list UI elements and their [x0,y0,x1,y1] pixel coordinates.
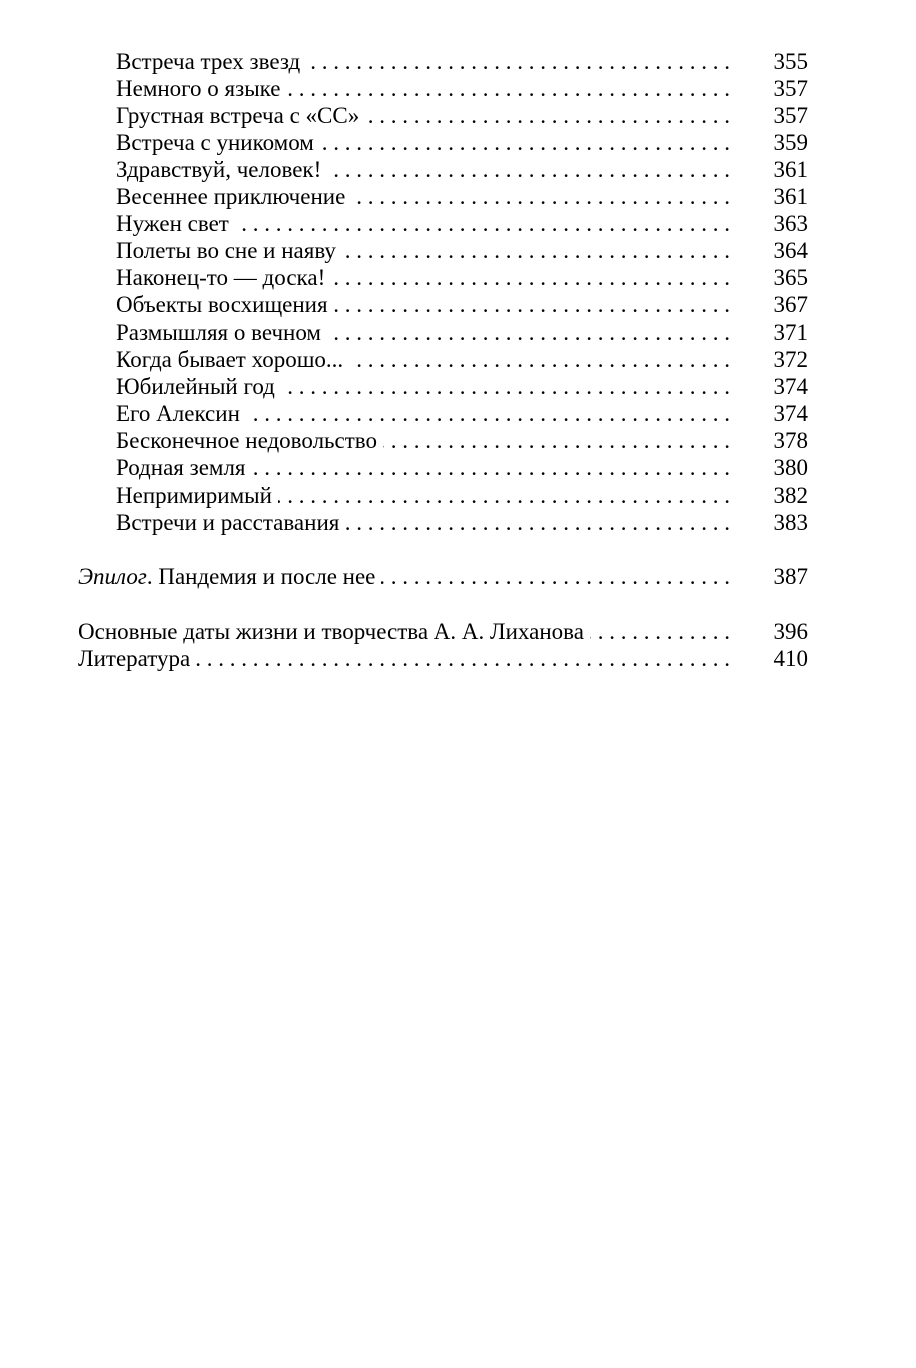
toc-entry [0,75,916,102]
toc-entry-title: Встреча с уникомом [116,130,320,155]
epilogue-label: Эпилог [78,564,147,589]
toc-entry-title: Наконец-то — доска! [116,265,331,290]
toc-entry [0,400,916,427]
toc-entry-title: Грустная встреча с «СС» [116,103,365,128]
toc-entry-title: Основные даты жизни и творчества А. А. Лиханова [78,619,590,644]
toc-entry-page: 367 [773,292,808,317]
toc-entry-page: 363 [773,211,808,236]
toc-entry [0,102,916,129]
toc-entry-title: Литература [78,646,196,671]
toc-entry-page: 378 [773,428,808,453]
toc-entry-title: Встречи и расставания [116,510,345,535]
toc-entry [0,454,916,481]
toc-entry-title: Здравствуй, человек! [116,157,327,182]
toc-entry [0,482,916,509]
toc-entry [0,346,916,373]
toc-entry-page: 364 [773,238,808,263]
toc-entry-title: Непримиримый [116,483,278,508]
toc-entry-epilogue [0,563,916,590]
toc-entry-page: 374 [773,401,808,426]
toc-entry-title: Весеннее приключение [116,184,351,209]
toc-entry [0,264,916,291]
toc-entry-dates [0,618,916,645]
toc-entry-page: 361 [773,157,808,182]
toc-entry [0,291,916,318]
toc-entry-title: Юбилейный год [116,374,281,399]
toc-entry [0,210,916,237]
toc-entry-page: 383 [773,510,808,535]
toc-entry-title: Размышляя о вечном [116,320,327,345]
toc-entry [0,319,916,346]
toc-entry-title: Бесконечное недовольство [116,428,383,453]
toc-entry [0,509,916,536]
toc-entry-page: 361 [773,184,808,209]
toc-entry-page: 365 [773,265,808,290]
toc-entry-page: 372 [773,347,808,372]
toc-entry-title: Нужен свет [116,211,235,236]
toc-entry-page: 355 [773,49,808,74]
toc-entry-page: 382 [773,483,808,508]
toc-entry-page: 374 [773,374,808,399]
toc-entry [0,129,916,156]
toc-entry-title: Его Алексин [116,401,246,426]
toc-entry-page: 357 [773,76,808,101]
toc-entry-page: 387 [773,564,808,589]
toc-entry-page: 359 [773,130,808,155]
toc-entry-title: Встреча трех звезд [116,49,306,74]
toc-entry [0,427,916,454]
toc-entry-title: Родная земля [116,455,252,480]
toc-entry-title: Немного о языке [116,76,286,101]
toc-entry [0,237,916,264]
toc-entry-page: 371 [773,320,808,345]
toc-entry-title: Полеты во сне и наяву [116,238,342,263]
toc-entry [0,183,916,210]
toc-entry-page: 357 [773,103,808,128]
toc-entry-page: 410 [773,646,808,671]
toc-entry-title: . Пандемия и после нее [146,564,376,589]
toc-entry [0,48,916,75]
toc-entry-title: Объекты восхищения [116,292,334,317]
toc-entry [0,156,916,183]
toc-entry-title: Когда бывает хорошо... [116,347,349,372]
toc-entry [0,373,916,400]
toc-entry-literature [0,645,916,672]
toc-entry-page: 380 [773,455,808,480]
toc-entry-page: 396 [773,619,808,644]
